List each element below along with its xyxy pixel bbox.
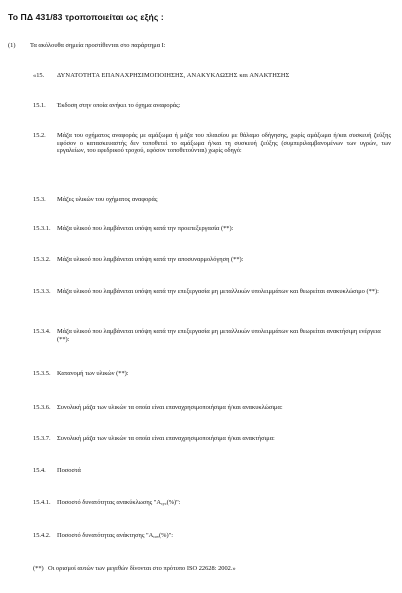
- item-number: 15.3.5.: [33, 370, 51, 377]
- item-text-before: Ποσοστό δυνατότητας ανακύκλωσης "Α: [57, 499, 162, 506]
- item-number: 15.3.7.: [33, 435, 51, 442]
- item-number: 15.3.2.: [33, 256, 51, 263]
- intro-number: (1): [8, 42, 16, 49]
- item-text: Ποσοστά: [57, 467, 81, 474]
- item-number: 15.3.6.: [33, 404, 51, 411]
- item-subscript: cyc: [161, 501, 167, 506]
- item-text: Κατανομή των υλικών (**):: [57, 370, 129, 377]
- item-text: Συνολική μάζα των υλικών τα οποία είναι επαναχρησιμοποιήσιμα ή/και ανακτήσιμα:: [57, 435, 275, 442]
- section-title-number: «15.: [33, 72, 45, 79]
- item-number: 15.3.3.: [33, 288, 51, 295]
- item-text: Μάζα υλικού που λαμβάνεται υπόψη κατά την επεξεργασία μη μεταλλικών υπολειμμάτων και θεωρείται ανακτήσιμη ενέργεια (**):: [57, 328, 381, 343]
- footnote-text: Οι ορισμοί αυτών των μεγεθών δίνονται στο πρότυπο ISO 22628: 2002.»: [48, 565, 236, 572]
- item-number: 15.1.: [33, 102, 46, 109]
- item-text-after: (%)":: [166, 499, 181, 506]
- item-text: Μάζα του οχήματος αναφοράς με αμάξωμα ή μάζα του πλαισίου με θάλαμο οδήγησης, χωρίς αμάξωμα ή/και συσκευή ζεύξης εφόσον ο κατασκευαστής δεν τοποθετεί το αμάξωμα ή/και τη συσκευή ζεύξης (συμπεριλαμβανομένων των υγρών, των εργαλείων, του εφεδρικού τροχού, εφόσον τοποθετούνται) χωρίς οδηγό:: [57, 132, 391, 155]
- item-number: 15.3.: [33, 196, 46, 203]
- item-subscript: cov: [153, 534, 160, 539]
- item-number: 15.2.: [33, 132, 46, 139]
- item-number: 15.3.1.: [33, 225, 51, 232]
- item-text: Συνολική μάζα των υλικών τα οποία είναι επαναχρησιμοποιήσιμα ή/και ανακυκλώσιμα:: [57, 404, 283, 411]
- item-text: Μάζα υλικού που λαμβάνεται υπόψη κατά την επεξεργασία μη μεταλλικών υπολειμμάτων και θεωρείται ανακυκλώσιμο (**):: [57, 288, 379, 295]
- item-number: 15.3.4.: [33, 328, 51, 335]
- section-title-text: ΔΥΝΑΤΟΤΗΤΑ ΕΠΑΝΑΧΡΗΣΙΜΟΠΟΙΗΣΗΣ, ΑΝΑΚΥΚΛΩΣΗΣ και ΑΝΑΚΤΗΣΗΣ: [57, 72, 290, 79]
- item-number: 15.4.1.: [33, 499, 51, 506]
- item-text-after: (%)":: [159, 532, 173, 539]
- item-number: 15.4.2.: [33, 532, 51, 539]
- item-number: 15.4.: [33, 467, 46, 474]
- item-text-before: Ποσοστό δυνατότητας ανάκτησης "Α: [57, 532, 154, 539]
- item-text: [57, 532, 173, 541]
- footnote-marker: (**): [33, 565, 44, 572]
- document-heading: Το ΠΔ 431/83 τροποποιείται ως εξής :: [8, 12, 164, 22]
- item-text: Μάζα υλικού που λαμβάνεται υπόψη κατά την προεπεξεργασία (**):: [57, 225, 234, 232]
- item-text: Έκδοση στην οποία ανήκει το όχημα αναφοράς:: [57, 102, 181, 109]
- item-text: [57, 499, 181, 508]
- item-text: Μάζες υλικών του οχήματος αναφοράς: [57, 196, 158, 203]
- item-text: Μάζα υλικού που λαμβάνεται υπόψη κατά την αποσυναρμολόγηση (**):: [57, 256, 244, 263]
- intro-text: Τα ακόλουθα σημεία προστίθενται στο παράρτημα I:: [30, 42, 166, 49]
